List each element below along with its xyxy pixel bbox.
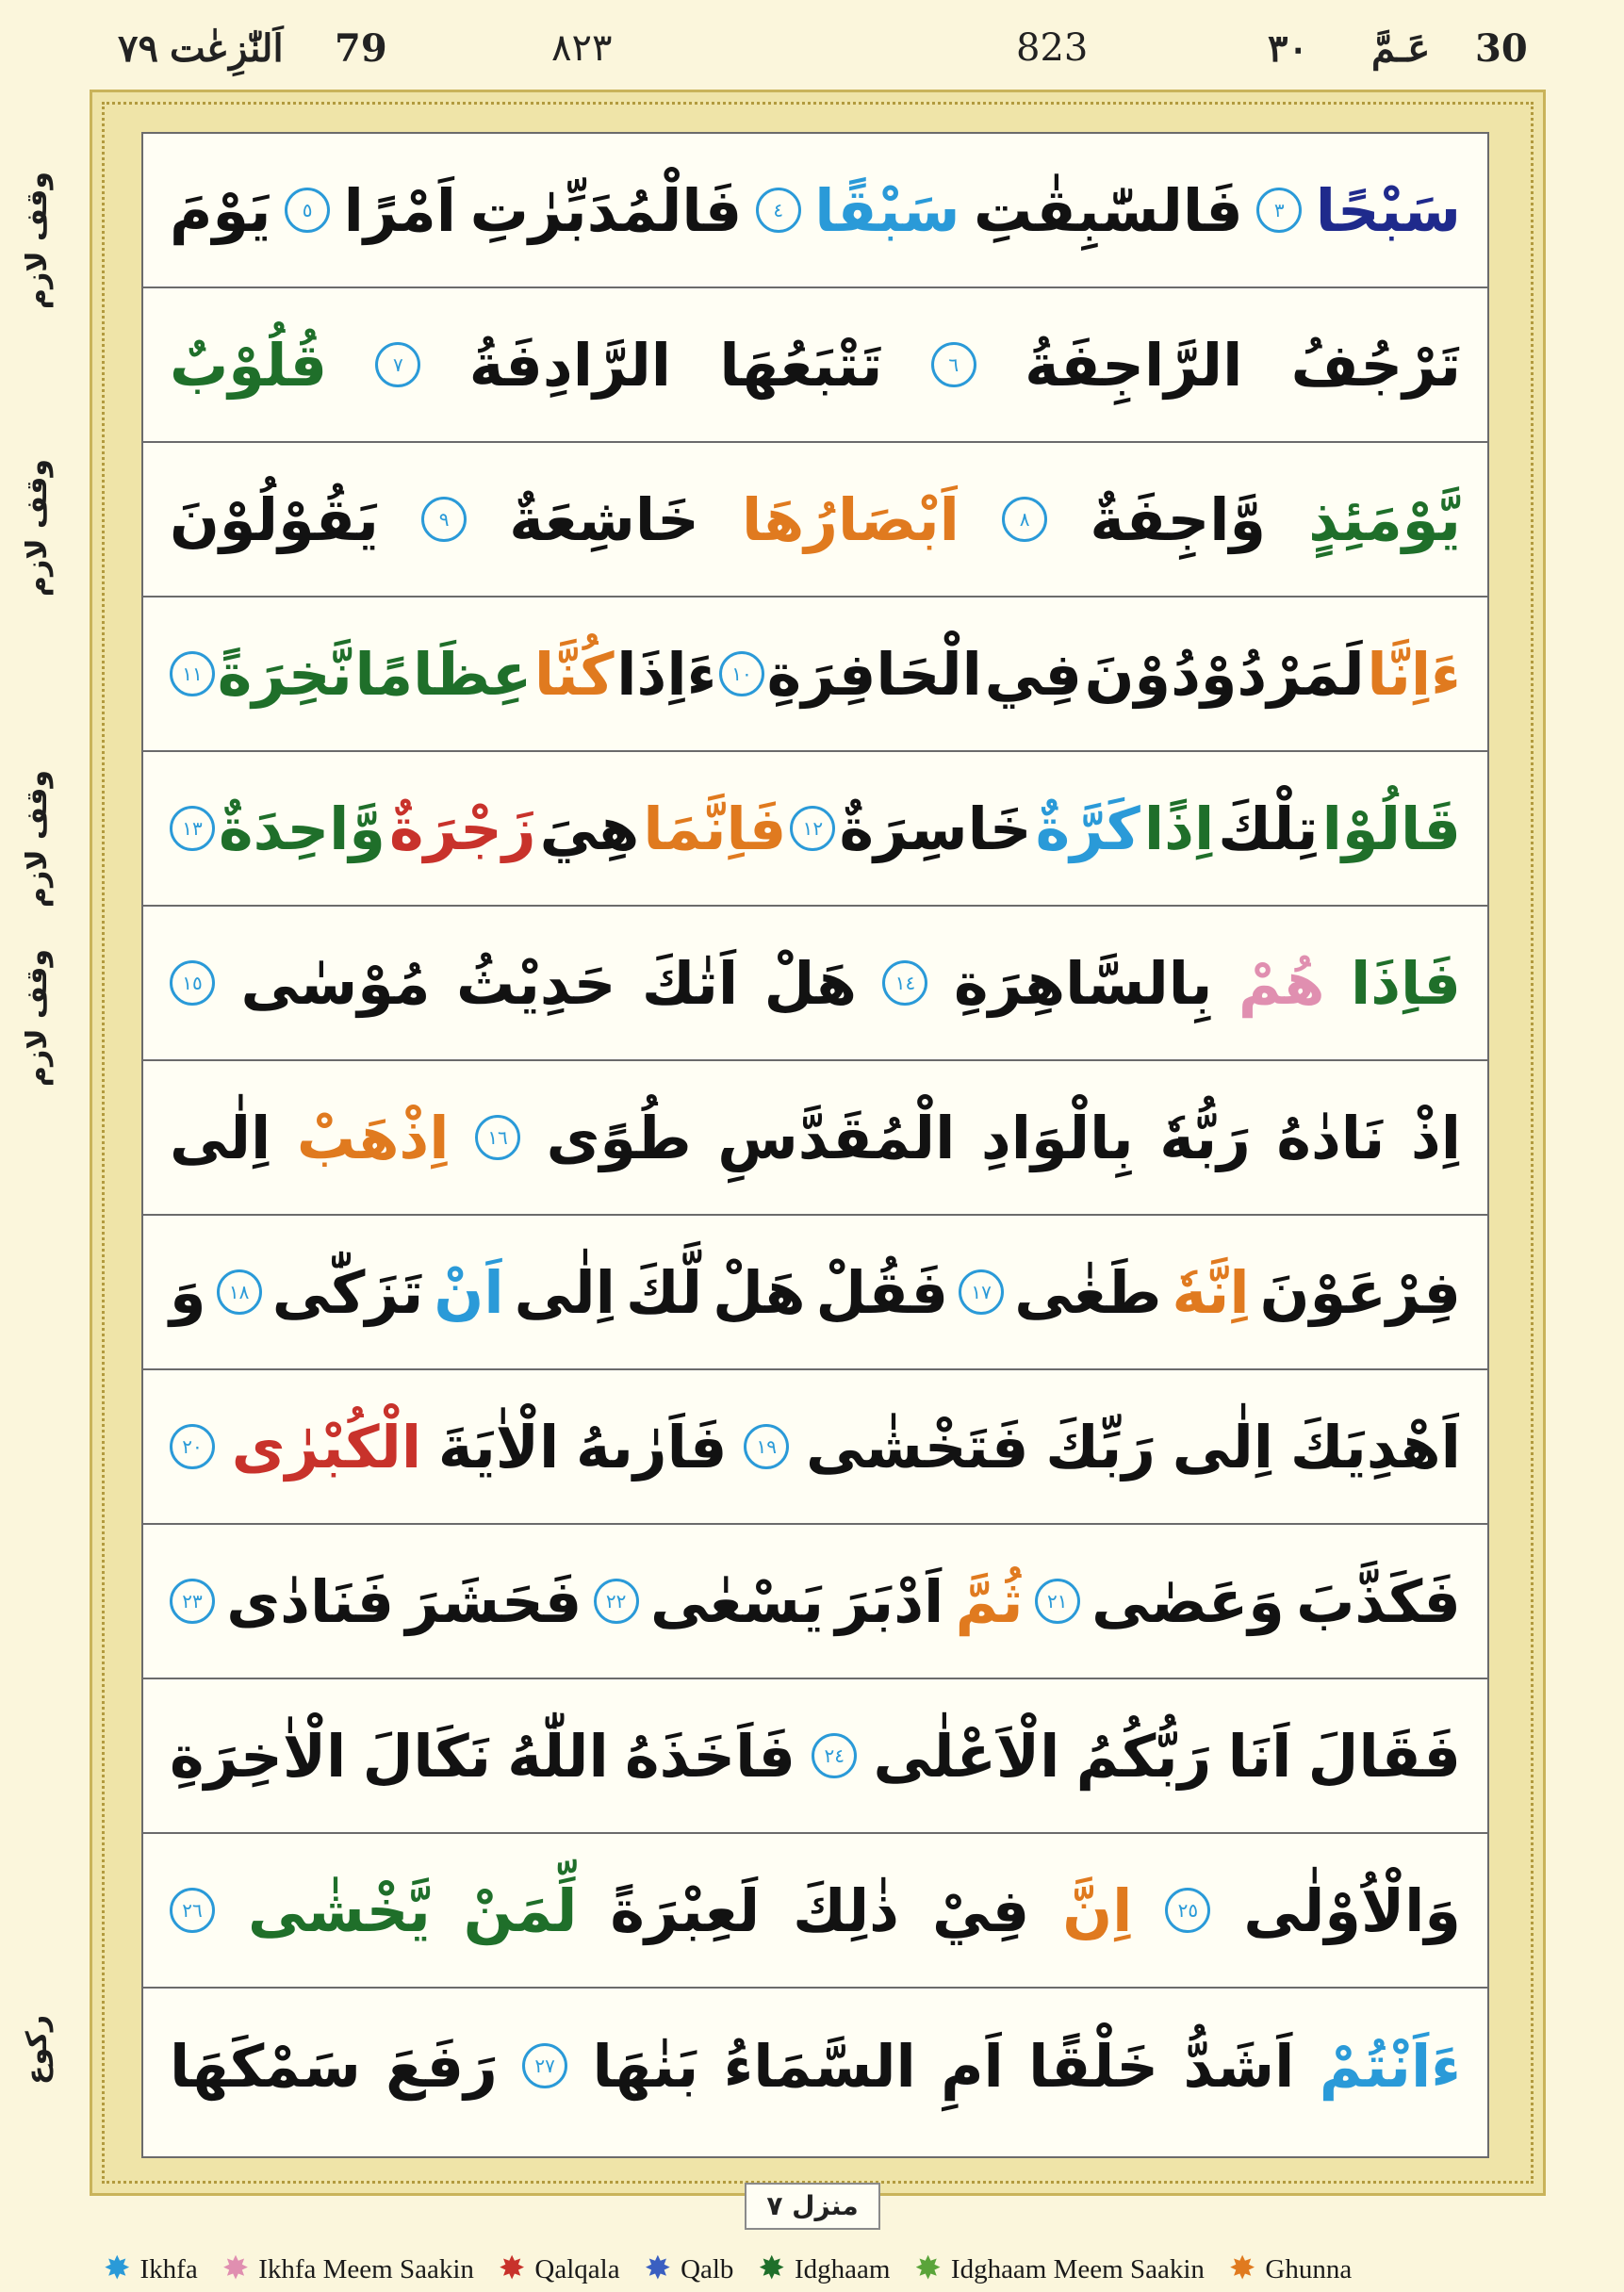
quran-word: ءَاَنْتُمْ [1319, 2031, 1461, 2101]
quran-word: فِرْعَوْنَ [1259, 1257, 1461, 1327]
quran-word: فَحَشَرَ [405, 1566, 582, 1636]
ayah-end-marker: ١٥ [170, 960, 215, 1006]
quran-word: فَتَخْشٰى [806, 1412, 1029, 1482]
ayah-end-marker: ٢٠ [170, 1424, 215, 1469]
quran-word: زَجْرَةٌ [388, 794, 536, 863]
quran-word: هَلْ [713, 1257, 806, 1327]
quran-word: هِيَ [539, 794, 640, 863]
legend-item [645, 2253, 734, 2285]
ayah-end-marker: ٢٦ [170, 1888, 215, 1933]
quran-word: نَكَالَ [362, 1721, 491, 1791]
quran-word: وَالْاُوْلٰى [1243, 1875, 1461, 1945]
quran-word: رَفَعَ [385, 2031, 498, 2101]
quran-word: فِيْ [931, 1875, 1030, 1945]
quran-word: الْمُقَدَّسِ [717, 1103, 956, 1172]
quran-word: قُلُوْبٌ [170, 330, 328, 400]
ayah-end-marker: ١٣ [170, 806, 215, 851]
ayah-end-marker: ١١ [170, 651, 215, 696]
quran-word: اِنَّ [1062, 1875, 1133, 1945]
quran-word: اِذْ [1410, 1103, 1461, 1172]
ayah-end-marker: ٧ [375, 342, 420, 387]
text-line [143, 907, 1487, 1061]
quran-word: اَمْرًا [343, 175, 457, 245]
legend-label: Ikhfa Meem Saakin [258, 2253, 474, 2284]
quran-word: اَتٰكَ [641, 948, 739, 1018]
quran-word: الْاٰيَةَ [437, 1412, 560, 1482]
quran-word: كَرَّةٌ [1035, 794, 1140, 863]
ayah-end-marker: ٢٣ [170, 1579, 215, 1624]
page-header [0, 0, 1624, 94]
quran-word: اِلٰى [170, 1103, 271, 1172]
quran-word: حَدِيْثُ [455, 948, 616, 1018]
quran-word: السَّمَاءُ [723, 2031, 916, 2101]
quran-word: قَالُوْا [1321, 794, 1461, 863]
ayah-end-marker: ٢٢ [594, 1579, 639, 1624]
quran-word: تِلْكَ [1218, 794, 1319, 863]
quran-word: لِّمَنْ [463, 1875, 578, 1945]
quran-word: فَالسّٰبِقٰتِ [973, 175, 1243, 245]
text-line [143, 1834, 1487, 1989]
quran-word: اَشَدُّ [1183, 2031, 1295, 2101]
quran-word: مُوْسٰى [240, 948, 431, 1018]
ayah-end-marker: ٢٤ [812, 1733, 857, 1778]
text-line [143, 1989, 1487, 2143]
ayah-end-marker: ١٩ [744, 1424, 789, 1469]
quran-word: خَاشِعَةٌ [509, 484, 699, 554]
quran-word: ءَاِذَا [616, 639, 717, 709]
quran-word: ذٰلِكَ [793, 1875, 899, 1945]
surah-number: 79 [335, 26, 387, 71]
text-line [143, 1679, 1487, 1834]
quran-word: الْحَافِرَةِ [766, 639, 982, 709]
quran-word: نَّخِرَةً [217, 639, 353, 709]
ayah-end-marker: ١٤ [882, 960, 927, 1006]
quran-word: وَ [170, 1257, 206, 1327]
tajweed-legend [104, 2252, 1536, 2286]
quran-word: رَبِّكَ [1045, 1412, 1156, 1482]
quran-word: وَعَصٰى [1091, 1566, 1285, 1636]
ayah-end-marker: ٩ [421, 497, 467, 542]
legend-item [499, 2253, 620, 2285]
quran-word: وَّاجِفَةٌ [1090, 484, 1267, 554]
quran-word: لَعِبْرَةً [610, 1875, 761, 1945]
margin-note-waqf-lazim: وقف لازم [21, 458, 54, 598]
juz-name: عَـمَّ [1371, 26, 1431, 71]
text-line [143, 1216, 1487, 1370]
surah-number-arabic: ٧٩ [118, 26, 158, 71]
quran-word: رَبُّهٗ [1159, 1103, 1251, 1172]
text-line [143, 1370, 1487, 1525]
text-line [143, 134, 1487, 288]
quran-word: اِلٰى [514, 1257, 615, 1327]
quran-word: فَاِنَّمَا [643, 794, 787, 863]
quran-word: سَبْقًا [814, 175, 960, 245]
page-number: 823 [1016, 26, 1089, 70]
quran-word: اَدْبَرَ [835, 1566, 944, 1636]
ayah-end-marker: ٢٧ [522, 2043, 567, 2088]
ayah-end-marker: ٨ [1002, 497, 1047, 542]
quran-word: يَقُوْلُوْنَ [170, 484, 379, 554]
surah-name: اَلنّٰزِعٰت [170, 26, 284, 71]
quran-word: اَمِ [941, 2031, 1004, 2101]
text-line [143, 1061, 1487, 1216]
quran-word: اللّٰهُ [507, 1721, 609, 1791]
star-icon: ✸ [914, 2251, 942, 2286]
ayah-end-marker: ٥ [285, 188, 330, 233]
juz-number: 30 [1475, 26, 1528, 71]
star-icon: ✸ [758, 2251, 785, 2286]
quran-word: لَّكَ [626, 1257, 703, 1327]
quran-word: خَاسِرَةٌ [839, 794, 1032, 863]
quran-word: نَادٰهُ [1276, 1103, 1386, 1172]
margin-note-waqf-lazim: وقف لازم [21, 769, 54, 909]
quran-word: وَّاحِدَةٌ [219, 794, 385, 863]
quran-word: بِالْوَادِ [980, 1103, 1134, 1172]
quran-word: سَمْكَهَا [170, 2031, 361, 2101]
legend-label: Qalb [681, 2253, 734, 2284]
legend-label: Ikhfa [139, 2253, 198, 2284]
quran-word: طَغٰى [1014, 1257, 1162, 1327]
margin-note-waqf-lazim: وقف لازم [21, 948, 54, 1088]
legend-label: Idghaam [794, 2253, 891, 2284]
quran-word: يَّخْشٰى [247, 1875, 431, 1945]
quran-word: بَنٰهَا [592, 2031, 699, 2101]
ayah-end-marker: ١٢ [790, 806, 835, 851]
quran-word: يَسْعٰى [649, 1566, 825, 1636]
ayah-end-marker: ١٧ [959, 1269, 1004, 1315]
quran-word: اَنْ [434, 1257, 504, 1327]
quran-word: يَّوْمَئِذٍ [1308, 484, 1461, 554]
quran-word: اِذًا [1143, 794, 1215, 863]
quran-word: بِالسَّاهِرَةِ [953, 948, 1213, 1018]
legend-label: Qalqala [534, 2253, 620, 2284]
ayah-end-marker: ٢١ [1035, 1579, 1080, 1624]
star-icon: ✸ [1228, 2251, 1256, 2286]
legend-item [222, 2253, 474, 2285]
legend-item [1229, 2253, 1352, 2285]
star-icon: ✸ [498, 2251, 526, 2286]
quran-word: ءَاِنَّا [1367, 639, 1461, 709]
quran-word: اِذْهَبْ [296, 1103, 450, 1172]
quran-word: خَلْقًا [1028, 2031, 1159, 2101]
quran-word: فَقَالَ [1307, 1721, 1461, 1791]
quran-word: سَبْحًا [1315, 175, 1461, 245]
star-icon: ✸ [104, 2251, 131, 2286]
quran-word: فَالْمُدَبِّرٰتِ [469, 175, 743, 245]
quran-word: اَهْدِيَكَ [1289, 1412, 1461, 1482]
ayah-end-marker: ١٦ [475, 1115, 520, 1160]
quran-word: الرَّاجِفَةُ [1025, 330, 1243, 400]
legend-label: Ghunna [1265, 2253, 1353, 2284]
quran-word: تَتْبَعُهَا [719, 330, 883, 400]
ayah-end-marker: ٢٥ [1165, 1888, 1210, 1933]
text-line [143, 598, 1487, 752]
quran-word: الْكُبْرٰى [231, 1412, 422, 1482]
quran-word: فَاَخَذَهُ [625, 1721, 796, 1791]
quran-word: اِنَّهٗ [1172, 1257, 1250, 1327]
ayah-end-marker: ٦ [931, 342, 976, 387]
text-line [143, 752, 1487, 907]
quran-word: فَاَرٰىهُ [576, 1412, 728, 1482]
quran-word: الْاٰخِرَةِ [170, 1721, 347, 1791]
quran-word: فَكَذَّبَ [1296, 1566, 1461, 1636]
quran-word: ثُمَّ [955, 1566, 1024, 1636]
manzil-label: منزل ٧ [745, 2183, 880, 2230]
quran-word: اَنَا [1227, 1721, 1292, 1791]
star-icon: ✸ [221, 2251, 250, 2286]
quran-word: هَلْ [763, 948, 857, 1018]
legend-label: Idghaam Meem Saakin [950, 2253, 1205, 2284]
margin-note-ruku: ركوع [21, 2014, 54, 2086]
legend-item [914, 2253, 1204, 2285]
text-line [143, 1525, 1487, 1679]
page-number-arabic: ٨٢٣ [551, 26, 613, 70]
ayah-end-marker: ٤ [756, 188, 801, 233]
ayah-end-marker: ١٨ [217, 1269, 262, 1315]
quran-word: الرَّادِفَةُ [468, 330, 672, 400]
quran-word: عِظَامًا [354, 639, 533, 709]
quran-word: فَنَادٰى [226, 1566, 395, 1636]
quran-word: رَبُّكُمُ [1075, 1721, 1212, 1791]
ayah-end-marker: ١٠ [719, 651, 764, 696]
quran-word: يَوْمَ [170, 175, 271, 245]
ayah-end-marker: ٣ [1256, 188, 1302, 233]
star-icon: ✸ [644, 2251, 672, 2286]
legend-item [758, 2253, 890, 2285]
quran-text-panel [141, 132, 1489, 2158]
juz-number-arabic: ٣٠ [1268, 26, 1308, 71]
quran-word: طُوًى [546, 1103, 692, 1172]
margin-note-waqf-lazim: وقف لازم [21, 171, 54, 310]
quran-word: هُمْ [1238, 948, 1325, 1018]
text-line [143, 288, 1487, 443]
quran-word: اَبْصَارُهَا [742, 484, 960, 554]
quran-word: فَقُلْ [815, 1257, 949, 1327]
quran-word: تَزَكّٰى [271, 1257, 424, 1327]
quran-word: لَمَرْدُوْدُوْنَ [1084, 639, 1365, 709]
legend-item [104, 2253, 198, 2285]
quran-word: تَرْجُفُ [1290, 330, 1461, 400]
quran-word: فِي [984, 639, 1082, 709]
text-line [143, 443, 1487, 598]
quran-word: اِلٰى [1172, 1412, 1274, 1482]
quran-word: الْاَعْلٰى [873, 1721, 1060, 1791]
quran-word: فَاِذَا [1350, 948, 1461, 1018]
quran-word: كُنَّا [533, 639, 615, 709]
